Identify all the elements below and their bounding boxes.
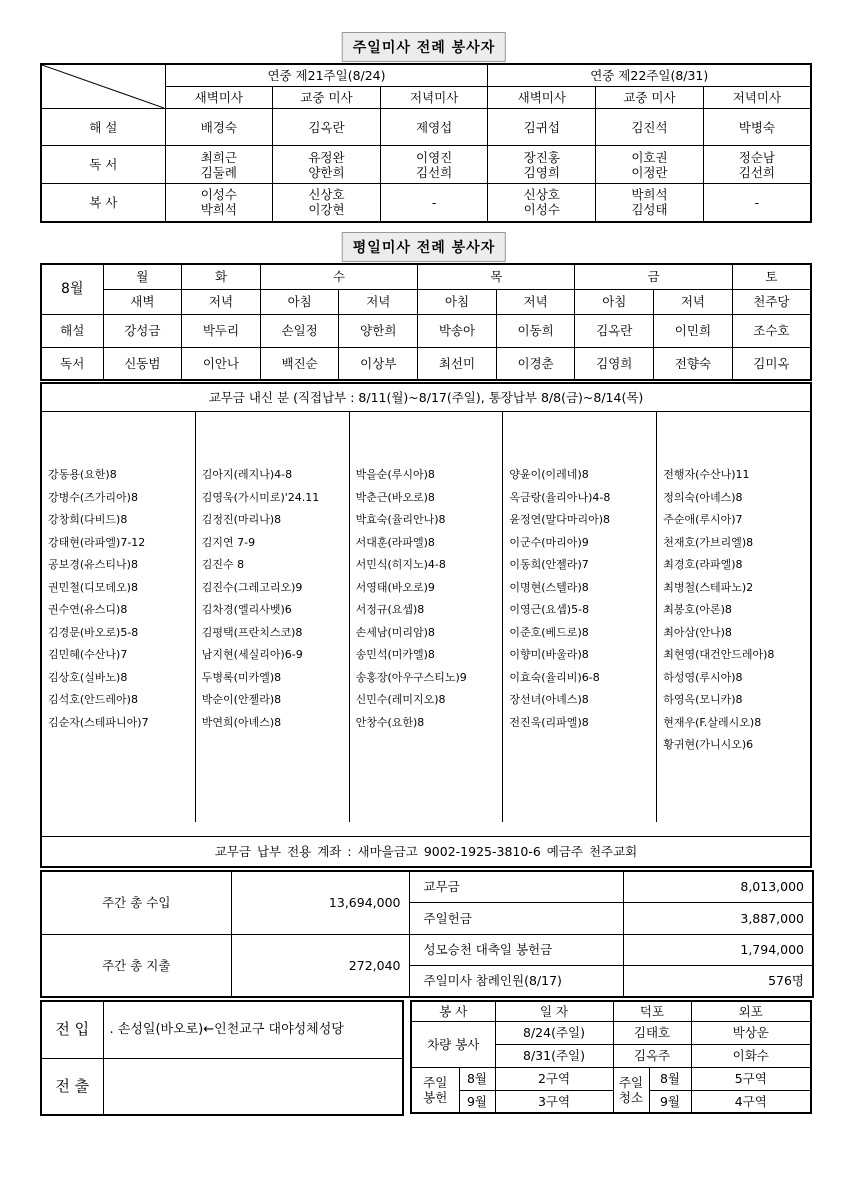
dues-entry: 최아삼(안나)8	[663, 625, 732, 639]
vehicle-label: 차량 봉사	[411, 1021, 495, 1067]
mass-header: 교중 미사	[273, 86, 381, 108]
day-header: 금	[575, 264, 732, 289]
table-cell: 백진순	[260, 347, 339, 380]
mass-header: 아침	[575, 289, 654, 314]
dues-entry: 이동희(안젤라)7	[509, 558, 589, 571]
mass-header: 저녁	[496, 289, 575, 314]
dues-entry: 서영태(바오로)9	[355, 580, 435, 594]
dues-entry: 공보경(유스티나)8	[48, 558, 138, 571]
dues-entry: 박효숙(율리안나)8	[355, 513, 446, 526]
dues-column	[350, 412, 504, 822]
finance-item-label: 주일미사 참례인원(8/17)	[409, 965, 623, 997]
vehicle-deokpo: 김태호	[613, 1021, 691, 1044]
week1-header: 연중 제21주일(8/24)	[165, 64, 488, 86]
finance-item-value: 1,794,000	[623, 934, 813, 965]
dues-entry: 강병수(즈가리아)8	[48, 490, 138, 504]
dues-column	[42, 412, 196, 822]
dues-entry: 서대훈(라파엘)8	[355, 535, 435, 549]
mass-header: 저녁	[182, 289, 261, 314]
service-header: 봉 사	[411, 1001, 495, 1021]
offering-district: 2구역	[495, 1067, 613, 1090]
dues-column	[503, 412, 657, 822]
dues-columns	[42, 412, 810, 822]
dues-entry: 박연희(아녜스)8	[201, 715, 282, 729]
diagonal-line	[42, 65, 164, 108]
dues-entry: 김평택(프란치스코)8	[201, 625, 303, 639]
mass-header: 새벽미사	[165, 86, 273, 108]
table-cell: -	[703, 184, 811, 222]
dues-entry: 송민석(미카엘)8	[355, 648, 435, 661]
table-cell: 박두리	[182, 314, 261, 347]
offering-label: 주일 봉헌	[411, 1067, 459, 1113]
mass-header: 저녁미사	[703, 86, 811, 108]
dues-entry: 김차경(엘리사벳)6	[201, 603, 292, 616]
dues-entry: 강동용(요한)8	[48, 468, 117, 481]
cleaning-month: 9월	[649, 1090, 691, 1113]
finance-table	[40, 870, 814, 998]
table-cell: 최희근 김둘례	[165, 146, 273, 184]
dues-entry: 천재호(가브리엘)8	[663, 535, 754, 549]
cleaning-district: 4구역	[691, 1090, 811, 1113]
vehicle-oepo: 박상운	[691, 1021, 811, 1044]
finance-item-label: 주일헌금	[409, 902, 623, 934]
transfer-in-label: 전 입	[41, 1001, 103, 1058]
expense-label: 주간 총 지출	[41, 934, 231, 997]
dues-entry: 김지연 7-9	[201, 535, 256, 549]
table-cell: 유정완 양한희	[273, 146, 381, 184]
cleaning-district: 5구역	[691, 1067, 811, 1090]
diagonal-header-cell	[41, 64, 165, 109]
dues-entry: 김순자(스테파니아)7	[48, 715, 149, 729]
dues-entry: 황귀현(가니시오)6	[663, 738, 754, 751]
dues-entry: 손세남(미리암)8	[355, 625, 435, 639]
table-cell: 강성금	[103, 314, 182, 347]
table-cell: 김옥란	[575, 314, 654, 347]
dues-entry: 박을순(루시아)8	[355, 468, 435, 481]
dues-entry: 권수연(유스디)8	[48, 603, 128, 616]
table-cell: 신동범	[103, 347, 182, 380]
table-cell: 김영희	[575, 347, 654, 380]
table-cell: 손일정	[260, 314, 339, 347]
row-label: 해설	[41, 314, 103, 347]
table-cell: 제영섭	[380, 109, 488, 146]
table-cell: 신상호 이강현	[273, 184, 381, 222]
oepo-header: 외포	[691, 1001, 811, 1021]
dues-entry: 최봉호(아론)8	[663, 603, 732, 616]
finance-item-value: 3,887,000	[623, 902, 813, 934]
table-cell: 정순남 김선희	[703, 146, 811, 184]
dues-entry: 최경호(라파엘)8	[663, 558, 743, 571]
day-header: 목	[418, 264, 575, 289]
dues-entry: 이군수(마리아)9	[509, 535, 589, 549]
transfer-table	[40, 1000, 404, 1116]
table-cell: 장진홍 김영희	[488, 146, 596, 184]
income-label: 주간 총 수입	[41, 871, 231, 934]
table-cell: 이영진 김선희	[380, 146, 488, 184]
dues-entry: 이영근(요셉)5-8	[509, 603, 590, 616]
finance-item-label: 성모승천 대축일 봉헌금	[409, 934, 623, 965]
table-cell: 김진석	[596, 109, 704, 146]
transfer-in-value: . 손성일(바오로)←인천교구 대야성체성당	[103, 1001, 403, 1058]
expense-value: 272,040	[231, 934, 409, 997]
table-cell: 이동희	[496, 314, 575, 347]
table-cell: 이민희	[654, 314, 733, 347]
week2-header: 연중 제22주일(8/31)	[488, 64, 811, 86]
dues-column	[657, 412, 810, 822]
dues-entry: 남지현(세실리아)6-9	[201, 648, 303, 661]
vehicle-date: 8/31(주일)	[495, 1044, 613, 1067]
dues-entry: 송홍장(아우구스티노)9	[355, 670, 467, 684]
table-cell: 배경숙	[165, 109, 273, 146]
month-label: 8월	[41, 264, 103, 314]
dues-entry: 정의숙(아녜스)8	[663, 490, 743, 504]
dues-entry: 전행자(수산나)11	[663, 468, 750, 481]
income-value: 13,694,000	[231, 871, 409, 934]
dues-entry: 최병철(스테파노)2	[663, 580, 754, 594]
dues-entry: 이효숙(율리비)6-8	[509, 670, 600, 684]
table-cell: 이상부	[339, 347, 418, 380]
dues-entry: 주순애(루시아)7	[663, 513, 743, 526]
table-cell: 박병숙	[703, 109, 811, 146]
offering-month: 9월	[459, 1090, 495, 1113]
table-cell: 박희석 김성태	[596, 184, 704, 222]
table-cell: 김미옥	[732, 347, 811, 380]
dues-entry: 신민수(레미지오)8	[355, 693, 446, 706]
dues-entry: 두병록(미카엘)8	[201, 670, 282, 684]
dues-entry: 윤정연(말다마리아)8	[509, 513, 610, 526]
day-header: 수	[260, 264, 417, 289]
vehicle-date: 8/24(주일)	[495, 1021, 613, 1044]
dues-entry: 김정진(마리나)8	[201, 513, 282, 526]
vehicle-deokpo: 김옥주	[613, 1044, 691, 1067]
table-cell: 양한희	[339, 314, 418, 347]
dues-entry: 강창희(다비드)8	[48, 513, 128, 526]
dues-entry: 박순이(안젤라)8	[201, 693, 282, 706]
day-header: 월	[103, 264, 182, 289]
weekday-mass-table	[40, 263, 812, 381]
table-cell: 김옥란	[273, 109, 381, 146]
dues-entry: 옥금랑(율리아나)4-8	[509, 490, 611, 504]
table-cell: 최선미	[418, 347, 497, 380]
transfer-out-value	[103, 1058, 403, 1115]
mass-header: 새벽	[103, 289, 182, 314]
day-header: 토	[732, 264, 811, 289]
cleaning-label: 주일 청소	[613, 1067, 649, 1113]
row-label: 복 사	[41, 184, 165, 222]
dues-entry: 서민식(히지노)4-8	[355, 558, 446, 571]
mass-header: 교중 미사	[596, 86, 704, 108]
dues-entry: 이준호(베드로)8	[509, 625, 589, 639]
offering-month: 8월	[459, 1067, 495, 1090]
dues-entry: 김영욱(가시미로)'24.11	[201, 490, 320, 504]
dues-entry: 강태현(라파엘)7-12	[48, 535, 146, 549]
weekday-mass-title: 평일미사 전례 봉사자	[342, 232, 506, 262]
dues-entry: 하성영(루시아)8	[663, 670, 743, 684]
mass-header: 저녁미사	[380, 86, 488, 108]
dues-entry: 장선녀(아녜스)8	[509, 693, 589, 706]
dues-entry: 김아지(레지나)4-8	[201, 468, 293, 481]
row-label: 독서	[41, 347, 103, 380]
table-cell: 이경춘	[496, 347, 575, 380]
mass-header: 천주당	[732, 289, 811, 314]
dues-entry: 전진욱(리파엘)8	[509, 715, 589, 729]
dues-entry: 김상호(실바노)8	[48, 670, 128, 684]
mass-header: 저녁	[654, 289, 733, 314]
mass-header: 저녁	[339, 289, 418, 314]
dues-entry: 김진수 8	[201, 558, 245, 571]
dues-entry: 김민혜(수산나)7	[48, 648, 128, 661]
dues-entry: 현재우(F.살레시오)8	[663, 715, 762, 729]
dues-entry: 김경문(바오로)5-8	[48, 625, 139, 639]
table-cell: 조수호	[732, 314, 811, 347]
sunday-mass-title: 주일미사 전례 봉사자	[342, 32, 506, 62]
table-cell: 이안나	[182, 347, 261, 380]
dues-title: 교무금 내신 분 (직접납부 : 8/11(월)~8/17(주일), 통장납부 8/8(금)~8/14(목)	[42, 384, 810, 412]
dues-entry: 권민철(디모데오)8	[48, 580, 138, 594]
table-cell: 김귀섭	[488, 109, 596, 146]
offering-district: 3구역	[495, 1090, 613, 1113]
dues-entry: 최현영(대건안드레아)8	[663, 648, 775, 661]
service-table	[410, 1000, 812, 1114]
mass-header: 아침	[418, 289, 497, 314]
dues-entry: 김진수(그레고리오)9	[201, 580, 303, 594]
finance-item-label: 교무금	[409, 871, 623, 902]
day-header: 화	[182, 264, 261, 289]
dues-section	[40, 382, 812, 868]
finance-item-value: 576명	[623, 965, 813, 997]
dues-entry: 양윤이(이레네)8	[509, 468, 589, 481]
dues-entry: 하영옥(모니카)8	[663, 693, 743, 706]
table-cell: 전향숙	[654, 347, 733, 380]
dues-account: 교무금 납부 전용 계좌 : 새마을금고 9002-1925-3810-6 예금주 천주교회	[42, 836, 810, 866]
table-cell: 이호권 이정란	[596, 146, 704, 184]
dues-entry: 이명현(스텔라)8	[509, 580, 589, 594]
mass-header: 아침	[260, 289, 339, 314]
dues-entry: 이향미(바울라)8	[509, 648, 589, 661]
row-label: 독 서	[41, 146, 165, 184]
table-cell: 박송아	[418, 314, 497, 347]
dues-entry: 김석호(안드레아)8	[48, 693, 138, 706]
deokpo-header: 덕포	[613, 1001, 691, 1021]
row-label: 해 설	[41, 109, 165, 146]
dues-column	[196, 412, 350, 822]
table-cell: 이성수 박희석	[165, 184, 273, 222]
sunday-mass-table	[40, 63, 812, 223]
table-cell: 신상호 이성수	[488, 184, 596, 222]
vehicle-oepo: 이화수	[691, 1044, 811, 1067]
finance-item-value: 8,013,000	[623, 871, 813, 902]
mass-header: 새벽미사	[488, 86, 596, 108]
cleaning-month: 8월	[649, 1067, 691, 1090]
dues-entry: 박춘근(바오로)8	[355, 490, 435, 504]
date-header: 일 자	[495, 1001, 613, 1021]
table-cell: -	[380, 184, 488, 222]
dues-entry: 안창수(요한)8	[355, 715, 425, 729]
transfer-out-label: 전 출	[41, 1058, 103, 1115]
dues-entry: 서정규(요셉)8	[355, 603, 425, 616]
